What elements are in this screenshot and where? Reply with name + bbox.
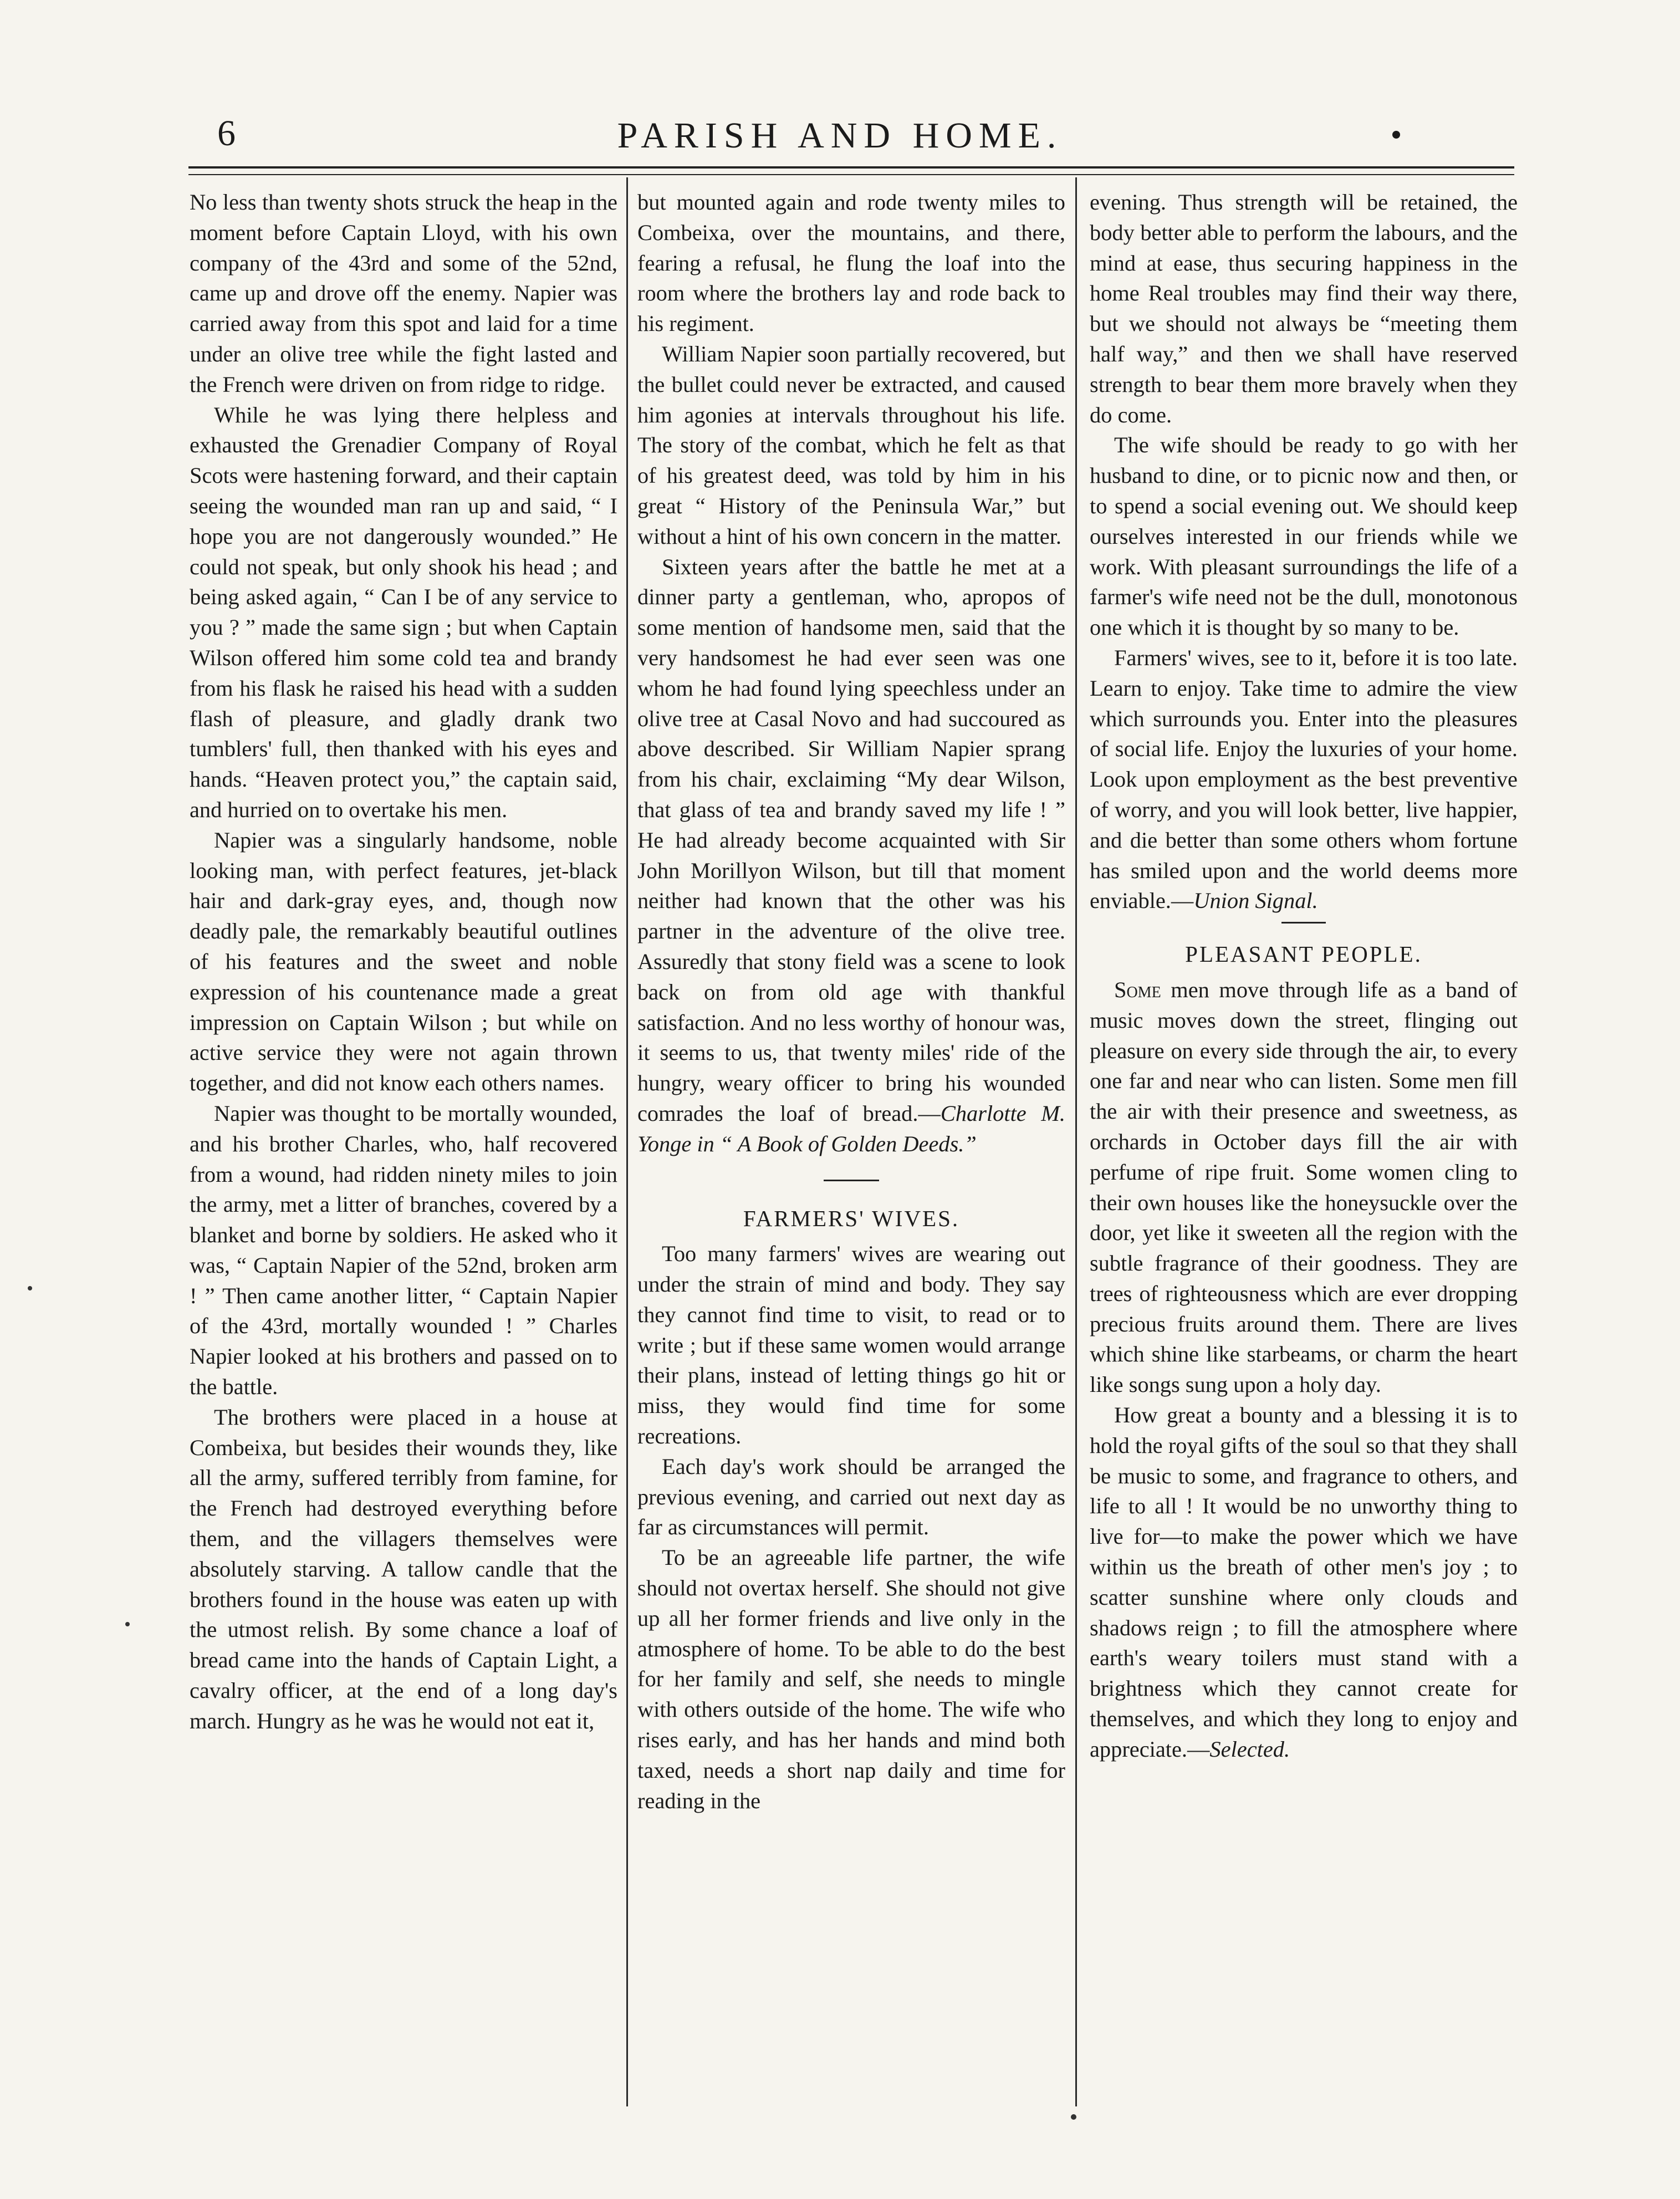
page-number: 6 — [217, 113, 236, 154]
column-divider-1 — [626, 177, 628, 2106]
column-3 — [1090, 187, 1518, 2116]
running-title: PARISH AND HOME. — [617, 115, 1063, 156]
paragraph: William Napier soon partially recovered, but the bullet could never be extracted, and caused him agonies at intervals throughout his life. The story of the combat, which he felt as that of his greatest deed, was told by him in his great “ History of the Peninsula War,” but without a hint of his own concern in the matter. — [637, 341, 1065, 549]
citation: Union Signal. — [1193, 888, 1318, 914]
print-speck — [28, 1286, 32, 1290]
paragraph-text: Sixteen years after the battle he met at a dinner party a gentleman, who, apropos of some mention of handsome men, said that the very handsomest he had ever seen was one whom he had found lying speechless under an olive tree at Casal Novo and had succoured as above described. Sir William Napier sprang from his chair, exclaiming “My dear Wilson, that glass of tea and brandy saved my life ! ” He had already become acquainted with Sir John Morillyon Wilson, but till that moment neither had known that the other was his partner in the adventure of the olive tree. Assuredly that stony field was a scene to look back on from old age with thankful satisfaction. And no less worthy of honour was, it seems to us, that twenty miles' ride of the hungry, weary officer to bring his wounded comrades the loaf of bread.— — [637, 554, 1065, 1126]
paragraph-text: Farmers' wives, see to it, before it is too late. Learn to enjoy. Take time to admire the view which surrounds you. Enter into the pleasures of social life. Enjoy the luxuries of your home. Look upon employment as the best preventive of worry, and you will look better, live happier, and die better than some others whom fortune has smiled upon and the world deems more enviable.— — [1090, 645, 1518, 914]
header-dot-mark — [1392, 131, 1400, 139]
section-title-pleasant-people: PLEASANT PEOPLE. — [1185, 941, 1422, 967]
paragraph: evening. Thus strength will be retained, the body better able to perform the labours, and the mind at ease, thus securing happiness in the home Real troubles may find their way there, but we should not always be “meeting them half way,” and then we shall have reserved strength to bear them more bravely when they do come. — [1090, 190, 1518, 427]
paragraph: Napier was thought to be mortally wounded, and his brother Charles, who, half recovered from a wound, had ridden ninety miles to join the army, met a litter of branches, covered by a blanket and borne by soldiers. He asked who it was, “ Captain Napier of the 52nd, broken arm ! ” Then came another litter, “ Captain Napier of the 43rd, mortally wounded ! ” Charles Napier looked at his brothers and passed on to the battle. — [190, 1100, 617, 1400]
section-separator — [824, 1180, 879, 1181]
paragraph-text: How great a bounty and a blessing it is to hold the royal gifts of the soul so that they shall be music to some, and fragrance to others, and life to all ! It would be no unworthy thing to live for—to make the power which we have within us the breath of other men's joy ; to scatter sunshine where only clouds and shadows reign ; to fill the atmosphere where earth's weary toilers must stand with a brightness which they cannot create for themselves, and which they long to enjoy and appreciate.— — [1090, 1402, 1518, 1762]
paragraph: The wife should be ready to go with her husband to dine, or to picnic now and then, or to spend a social evening out. We should keep ourselves interested in our friends while we work. With pleasant surroundings the life of a farmer's wife need not be the dull, monotonous one which it is thought by so many to be. — [1090, 432, 1518, 640]
paragraph — [1090, 975, 1518, 1400]
paragraph: The brothers were placed in a house at Combeixa, but besides their wounds they, like all the army, suffered terribly from famine, for the French had destroyed everything before them, and the villagers themselves were absolutely starving. A tallow candle that the brothers found in the house was eaten up with the utmost relish. By some chance a loaf of bread came into the hands of Captain Light, a cavalry officer, at the end of a long day's march. Hungry as he was he would not eat it, — [190, 1404, 617, 1733]
paragraph-text: men move through life as a band of music moves down the street, flinging out pleasure on every side through the air, to every one far and near who can listen. Some men fill the air with their presence and sweetness, as orchards in October days fill the air with perfume of ripe fruit. Some women cling to their own houses like the honeysuckle over the door, yet like it sweeten all the region with the subtle fragrance of their goodness. They are trees of righteousness which are ever dropping precious fruits around them. There are lives which shine like starbeams, or charm the heart like songs sung upon a holy day. — [1090, 977, 1518, 1397]
paragraph: To be an agreeable life partner, the wife should not overtax herself. She should not give up all her former friends and live only in the atmosphere of home. To be able to do the best for her family and self, she needs to mingle with others outside of the home. The wife who rises early, and has her hands and mind both taxed, needs a short nap daily and time for reading in the — [637, 1545, 1065, 1813]
section-separator — [1281, 922, 1326, 924]
column-divider-2 — [1075, 177, 1077, 2106]
section-title-farmers-wives: FARMERS' WIVES. — [743, 1205, 960, 1231]
paragraph: but mounted again and rode twenty miles to Combeixa, over the mountains, and there, fearing a refusal, he flung the loaf into the room where the brothers lay and rode back to his regiment. — [637, 190, 1065, 336]
paragraph: While he was lying there helpless and exhausted the Grenadier Company of Royal Scots were hastening forward, and their captain seeing the wounded man ran up and said, “ I hope you are not dangerously wounded.” He could not speak, but only shook his head ; and being asked again, “ Can I be of any service to you ? ” made the same sign ; but when Captain Wilson offered him some cold tea and brandy from his flask he raised his head with a sudden flash of pleasure, and gladly drank two tumblers' full, then thanked with his eyes and hands. “Heaven protect you,” the captain said, and hurried on to overtake his men. — [190, 402, 617, 822]
column-1 — [190, 187, 617, 2116]
lead-word: Some — [1114, 977, 1161, 1002]
paragraph — [1090, 643, 1518, 916]
print-speck — [125, 1622, 130, 1626]
paragraph: Napier was a singularly handsome, noble looking man, with perfect features, jet-black hair and dark-gray eyes, and, though now deadly pale, the remarkably beautiful outlines of his features and the sweet and noble expression of his countenance made a great impression on Captain Wilson ; but while on active service they were not again thrown together, and did not know each others names. — [190, 827, 617, 1096]
header-rule-thin — [188, 174, 1514, 175]
paragraph: No less than twenty shots struck the heap in the moment before Captain Lloyd, with his own company of the 43rd and some of the 52nd, came up and drove off the enemy. Napier was carried away from this spot and laid for a time under an olive tree while the fight lasted and the French were driven on from ridge to ridge. — [190, 190, 617, 397]
citation: Charlotte M. Yonge in “ A Book of Golden Deeds.” — [637, 1100, 1065, 1156]
column-2 — [637, 187, 1065, 2116]
header-rule-thick — [188, 166, 1514, 169]
print-speck — [1071, 2114, 1076, 2120]
citation: Selected. — [1209, 1736, 1290, 1762]
paragraph — [1090, 1400, 1518, 1765]
paragraph: Too many farmers' wives are wearing out under the strain of mind and body. They say they cannot find time to visit, to read or to write ; but if these same women would arrange their plans, instead of letting things go hit or miss, they would find time for some recreations. — [637, 1241, 1065, 1449]
paragraph — [637, 552, 1065, 1160]
paragraph: Each day's work should be arranged the previous evening, and carried out next day as far as circumstances will permit. — [637, 1453, 1065, 1540]
